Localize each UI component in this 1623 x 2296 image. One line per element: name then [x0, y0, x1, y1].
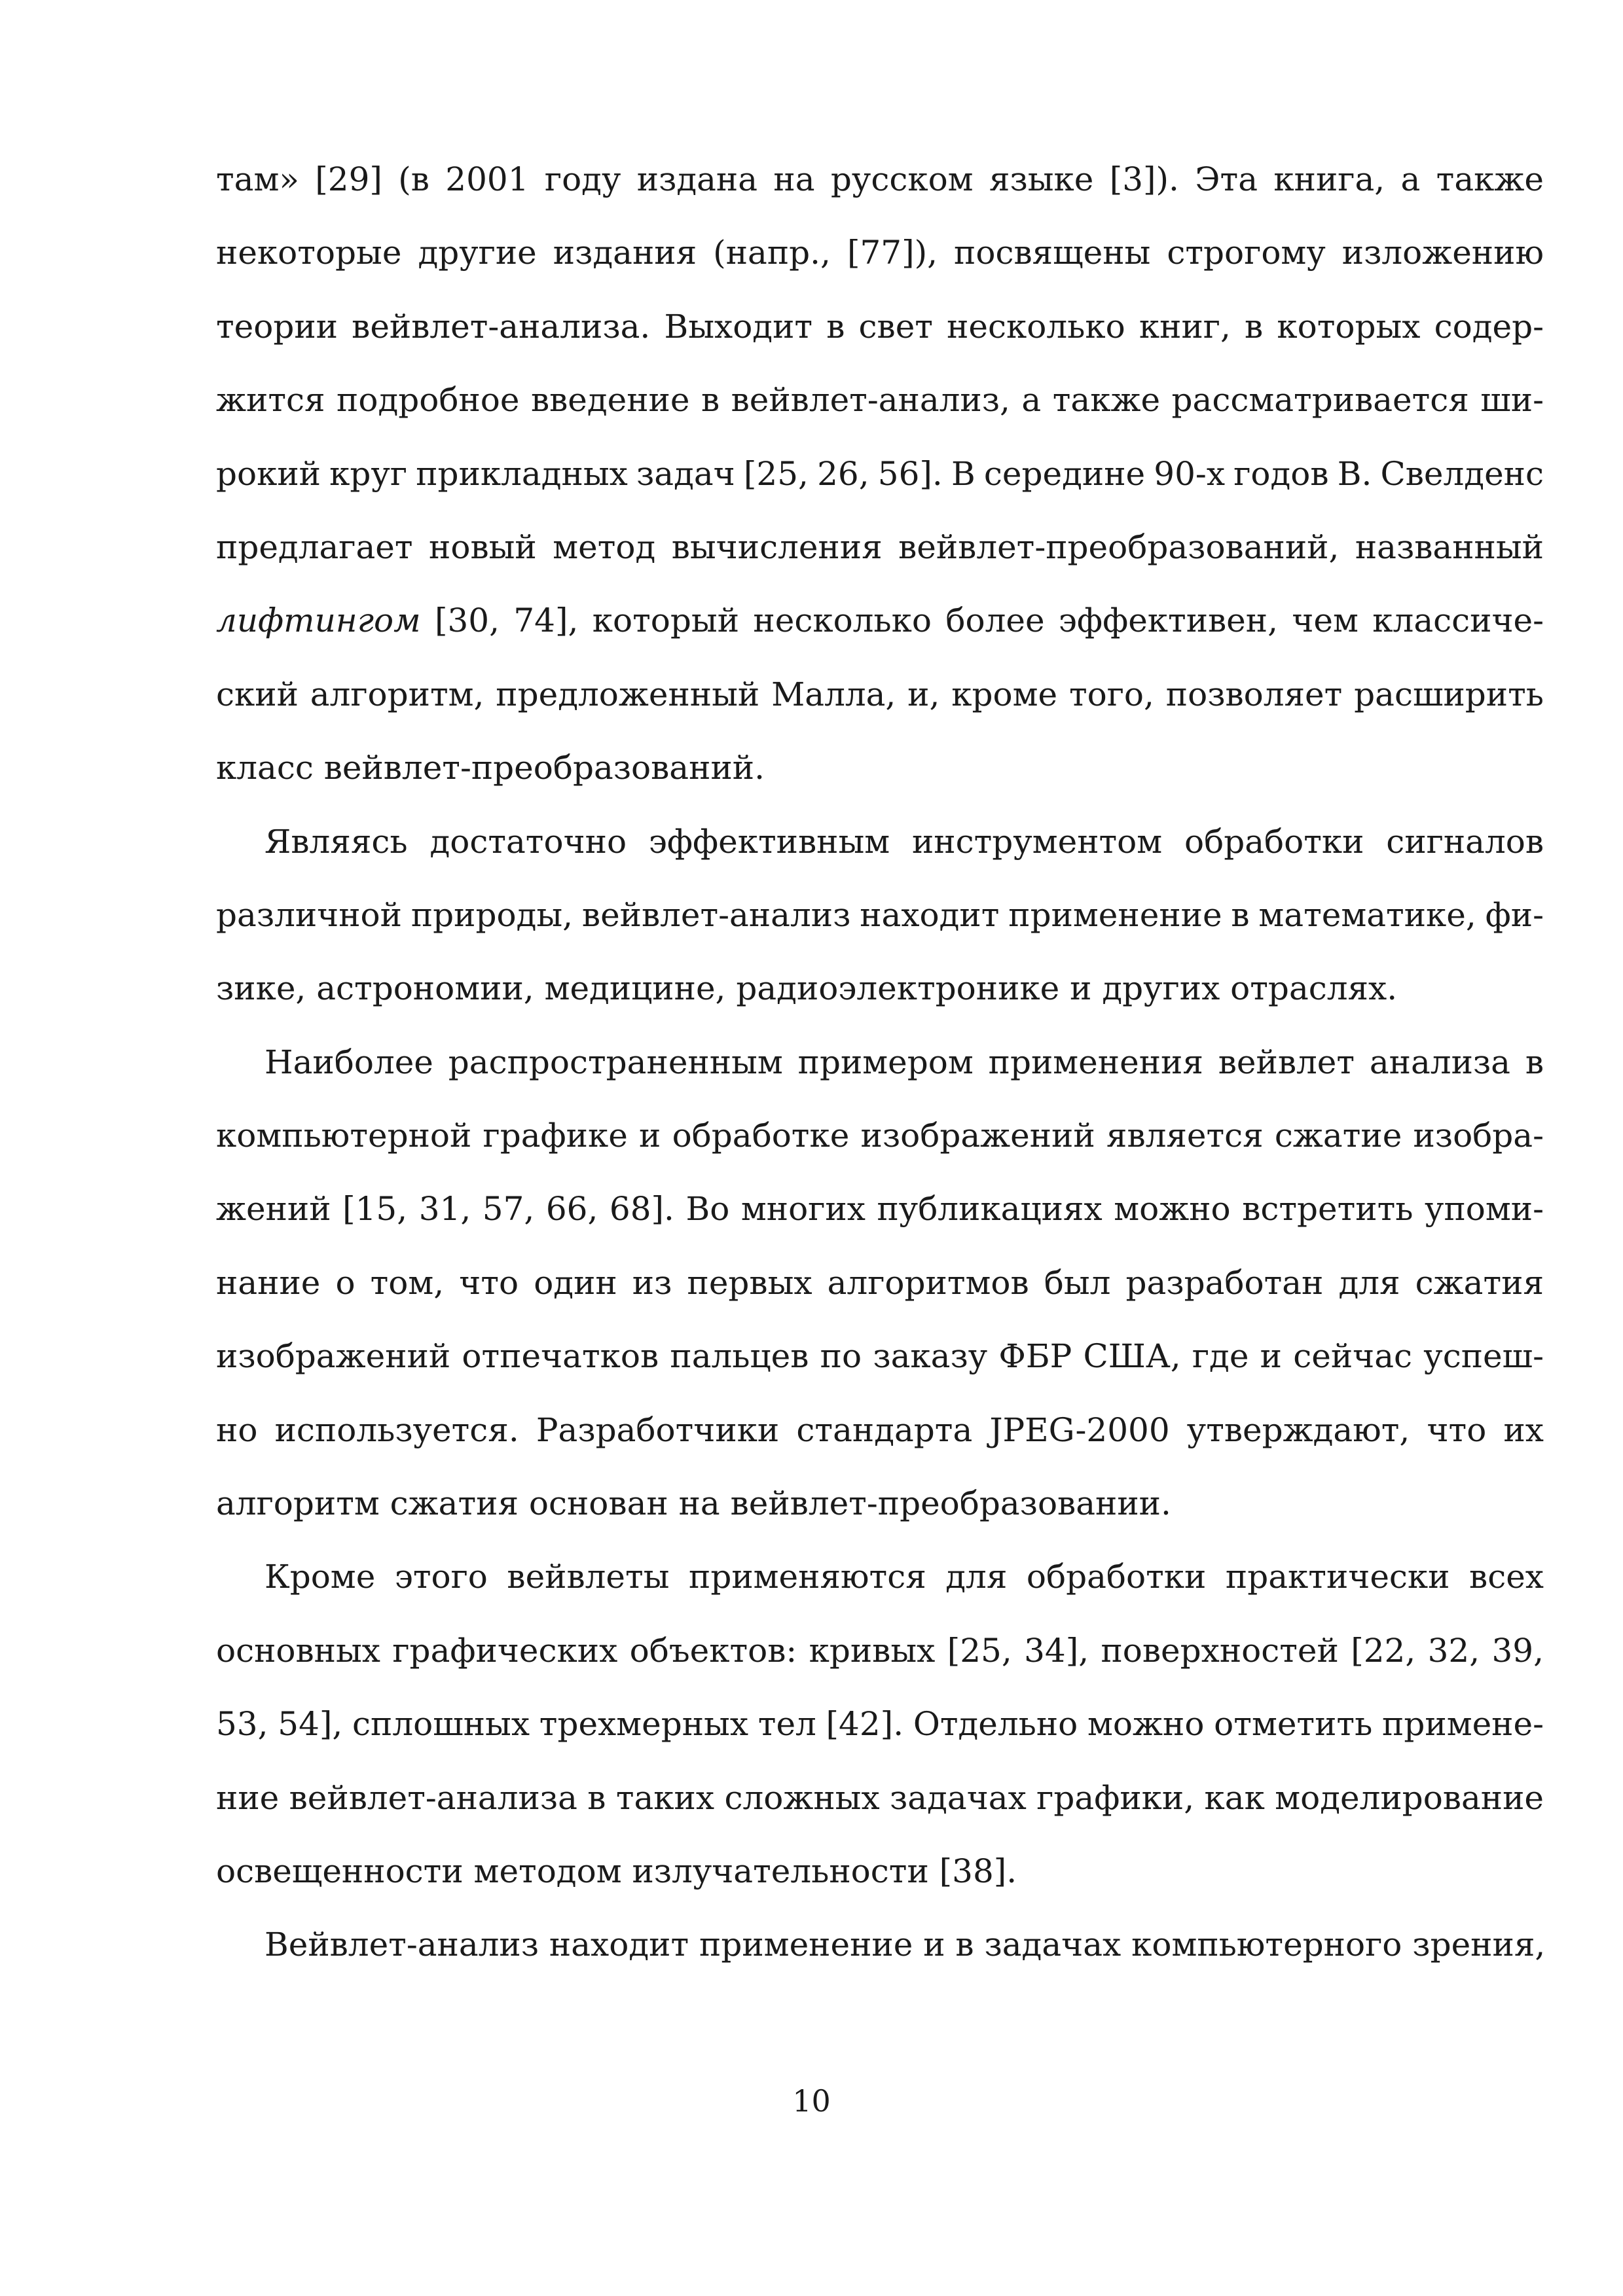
text-line: [216, 1687, 1544, 1761]
text-segment: жений [15, 31, 57, 66, 68]. Во многих публикациях можно встретить упоми-: [216, 1190, 1544, 1229]
text-line: [216, 290, 1544, 363]
text-line: [216, 584, 1544, 657]
text-line: [216, 1540, 1544, 1613]
text-segment: освещенности методом излучательности [38].: [216, 1852, 1017, 1890]
text-line: [216, 1246, 1544, 1319]
text-segment: Наиболее распространенным примером применения вейвлет анализа в: [264, 1043, 1544, 1081]
text-segment: Вейвлет-анализ находит применение и в задачах компьютерного зрения,: [264, 1926, 1546, 1964]
text-segment: ние вейвлет-анализа в таких сложных задачах графики, как моделирование: [216, 1778, 1544, 1817]
text-line: [216, 216, 1544, 289]
text-line: [216, 1099, 1544, 1172]
text-line: [216, 363, 1544, 437]
body-text: [216, 143, 1544, 1982]
text-line: [216, 658, 1544, 731]
text-line: [216, 1467, 1544, 1540]
text-segment: Являясь достаточно эффективным инструментом обработки сигналов: [264, 822, 1544, 861]
paragraph: [216, 1026, 1544, 1541]
text-segment: теории вейвлет-анализа. Выходит в свет несколько книг, в которых содер-: [216, 307, 1544, 346]
paragraph: [216, 1908, 1544, 1981]
text-line: [216, 952, 1544, 1025]
text-line: [216, 1319, 1544, 1393]
text-line: [216, 1393, 1544, 1467]
text-segment: компьютерной графике и обработке изображений является сжатие изобра-: [216, 1117, 1544, 1155]
paragraph: [216, 805, 1544, 1026]
text-line: [216, 1614, 1544, 1687]
text-line: [216, 878, 1544, 952]
emphasized-term: лифтингом: [216, 601, 421, 640]
text-line: [216, 1172, 1544, 1246]
text-segment: но используется. Разработчики стандарта JPEG-2000 утверждают, что их: [216, 1410, 1544, 1449]
text-segment: Кроме этого вейвлеты применяются для обработки практически всех: [264, 1558, 1544, 1596]
text-segment: класс вейвлет-преобразований.: [216, 749, 765, 787]
text-segment: основных графических объектов: кривых [25, 34], поверхностей [22, 32, 39,: [216, 1631, 1544, 1670]
text-line: [216, 731, 1544, 804]
text-line: [216, 437, 1544, 511]
text-line: [216, 1026, 1544, 1099]
page-number: 10: [792, 2083, 831, 2119]
text-segment: предлагает новый метод вычисления вейвлет-преобразований, названный: [216, 528, 1544, 566]
text-segment: ский алгоритм, предложенный Малла, и, кроме того, позволяет расширить: [216, 675, 1544, 713]
text-line: [216, 511, 1544, 584]
text-segment: рокий круг прикладных задач [25, 26, 56]. В середине 90-х годов В. Свелденс: [216, 454, 1544, 493]
text-segment: зике, астрономии, медицине, радиоэлектронике и других отраслях.: [216, 969, 1398, 1008]
text-segment: [30, 74], который несколько более эффективен, чем классиче-: [420, 601, 1544, 640]
text-line: [216, 1835, 1544, 1908]
text-segment: там» [29] (в 2001 году издана на русском языке [3]). Эта книга, а также: [216, 160, 1544, 198]
paragraph: [216, 143, 1544, 805]
text-segment: алгоритм сжатия основан на вейвлет-преобразовании.: [216, 1484, 1171, 1523]
text-segment: 53, 54], сплошных трехмерных тел [42]. Отдельно можно отметить примене-: [216, 1705, 1544, 1744]
text-line: [216, 1761, 1544, 1835]
text-line: [216, 143, 1544, 216]
text-line: [216, 1908, 1544, 1981]
text-segment: изображений отпечатков пальцев по заказу ФБР США, где и сейчас успеш-: [216, 1337, 1544, 1376]
text-segment: различной природы, вейвлет-анализ находит применение в математике, фи-: [216, 895, 1544, 934]
text-line: [216, 805, 1544, 878]
text-segment: жится подробное введение в вейвлет-анализ, а также рассматривается ши-: [216, 381, 1544, 420]
text-segment: нание о том, что один из первых алгоритмов был разработан для сжатия: [216, 1263, 1544, 1302]
text-segment: некоторые другие издания (напр., [77]), посвящены строгому изложению: [216, 234, 1544, 272]
paragraph: [216, 1540, 1544, 1908]
